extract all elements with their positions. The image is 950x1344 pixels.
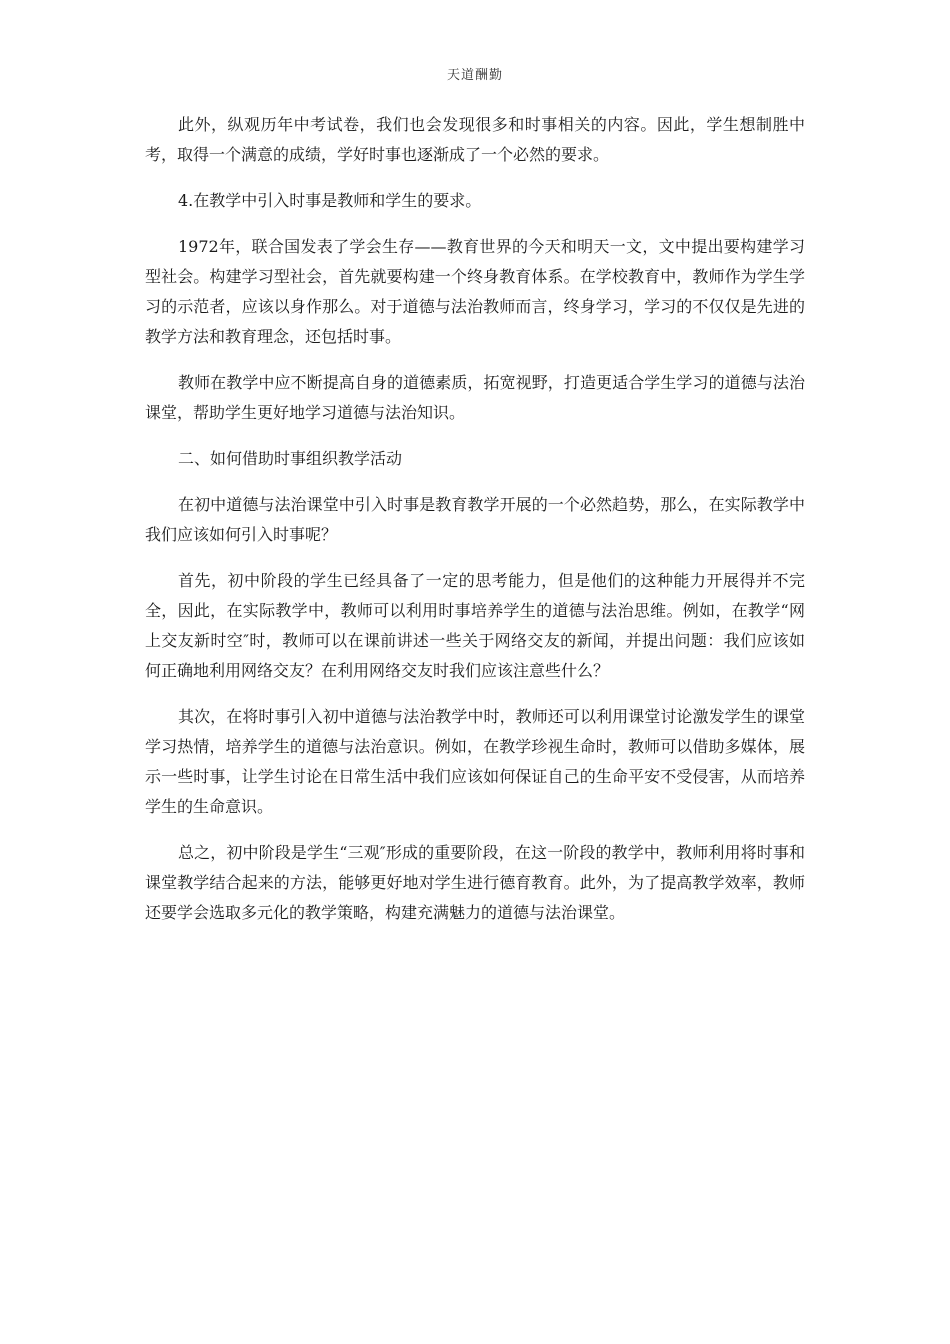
paragraph-second: 其次，在将时事引入初中道德与法治教学中时，教师还可以利用课堂讨论激发学生的课堂学习热情，培养学生的道德与法治意识。例如，在教学珍视生命时，教师可以借助多媒体，展示一些时事，让学生讨论在日常生活中我们应该如何保证自己的生命平安不受侵害，从而培养学生的生命意识。 <box>145 707 805 816</box>
paragraph-current-affairs-exam: 此外，纵观历年中考试卷，我们也会发现很多和时事相关的内容。因此，学生想制胜中考，取得一个满意的成绩，学好时事也逐渐成了一个必然的要求。 <box>145 115 805 164</box>
paragraph-conclusion: 总之，初中阶段是学生“三观″形成的重要阶段，在这一阶段的教学中，教师利用将时事和课堂教学结合起来的方法，能够更好地对学生进行德育教育。此外，为了提高教学效率，教师还要学会选取多元化的教学策略，构建充满魅力的道德与法治课堂。 <box>145 843 805 922</box>
paragraph-teacher-quality: 教师在教学中应不断提高自身的道德素质，拓宽视野，打造更适合学生学习的道德与法治课堂，帮助学生更好地学习道德与法治知识。 <box>145 373 805 422</box>
paragraph-trend: 在初中道德与法治课堂中引入时事是教育教学开展的一个必然趋势，那么，在实际教学中我们应该如何引入时事呢？ <box>145 495 805 544</box>
page-header: 天道酬勤 <box>446 68 503 83</box>
section-item-4: 4.在教学中引入时事是教师和学生的要求。 <box>178 191 482 210</box>
document-body <box>145 110 805 944</box>
section-heading-2: 二、如何借助时事组织教学活动 <box>178 449 403 468</box>
paragraph-first: 首先，初中阶段的学生已经具备了一定的思考能力，但是他们的这种能力开展得并不完全，因此，在实际教学中，教师可以利用时事培养学生的道德与法治思维。例如，在教学“网上交友新时空″时，教师可以在课前讲述一些关于网络交友的新闻，并提出问题：我们应该如何正确地利用网络交友？在利用网络交友时我们应该注意些什么？ <box>145 571 805 680</box>
paragraph-lifelong-learning: 1972年，联合国发表了学会生存——教育世界的今天和明天一文，文中提出要构建学习型社会。构建学习型社会，首先就要构建一个终身教育体系。在学校教育中，教师作为学生学习的示范者，应该以身作那么。对于道德与法治教师而言，终身学习，学习的不仅仅是先进的教学方法和教育理念，还包括时事。 <box>145 237 805 346</box>
